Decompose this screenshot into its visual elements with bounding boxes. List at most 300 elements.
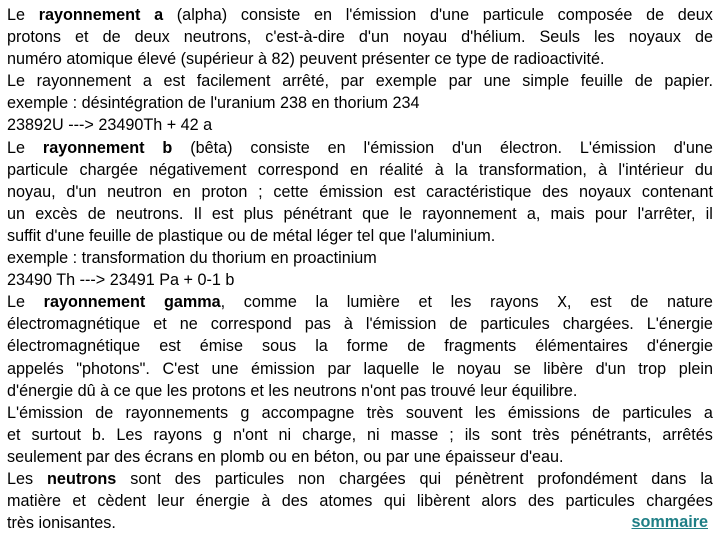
text-run: réalité [379, 160, 424, 179]
text-run: les [594, 28, 615, 47]
text-run: Le [7, 138, 26, 157]
word [116, 424, 142, 446]
word [37, 70, 132, 92]
word [282, 490, 308, 512]
word [175, 468, 201, 490]
text-line [7, 225, 713, 247]
word [449, 70, 472, 92]
word [116, 203, 184, 225]
word [154, 4, 163, 26]
text-run: appelés [7, 359, 64, 378]
text-run: neutrons, [183, 28, 252, 47]
word [157, 490, 184, 512]
bold-term: b [162, 138, 173, 157]
word [7, 181, 56, 203]
text-run: à [261, 492, 271, 511]
text-line [7, 247, 713, 269]
text-run: sous [261, 337, 297, 356]
text-run: l'émission [345, 6, 417, 24]
word [558, 4, 633, 26]
text-run: que [362, 204, 390, 223]
word [618, 159, 683, 181]
text-run: g [240, 403, 250, 422]
word [319, 181, 383, 203]
word [315, 335, 328, 357]
text-run: a, [526, 204, 541, 223]
text-run: l'intérieur [618, 160, 684, 179]
word [367, 424, 380, 446]
word [244, 291, 297, 313]
text-run: L'émission [579, 138, 656, 157]
text-run: composée [557, 6, 633, 24]
word [298, 468, 325, 490]
text-run: pénétrants, [570, 425, 652, 444]
word [491, 424, 522, 446]
text-run: transformation, [478, 160, 587, 179]
text-run: ne [179, 315, 198, 334]
word [528, 490, 554, 512]
word [592, 402, 610, 424]
text-line [7, 424, 713, 446]
word [135, 26, 170, 48]
text-run: un [7, 204, 26, 223]
word [347, 335, 388, 357]
text-run: noyaux [628, 28, 681, 47]
word [262, 335, 296, 357]
word [344, 313, 353, 335]
text-run: qui [419, 469, 442, 488]
word [31, 424, 81, 446]
word [580, 137, 656, 159]
text-run: en [313, 6, 332, 24]
word [551, 203, 585, 225]
word [700, 468, 713, 490]
text-run: très ionisantes. [7, 514, 116, 533]
text-run: leur [157, 492, 185, 511]
word [211, 313, 292, 335]
text-run: cèdent [97, 492, 146, 511]
word [376, 70, 437, 92]
text-run: de [407, 337, 426, 356]
word [212, 203, 234, 225]
text-run: lumière [346, 293, 400, 312]
word [282, 70, 329, 92]
text-line [7, 4, 713, 26]
word [319, 490, 372, 512]
text-line [7, 26, 713, 48]
text-run: chargées [646, 492, 713, 511]
word [7, 4, 25, 26]
word [92, 424, 106, 446]
text-run: atomes [319, 492, 373, 511]
bold-term: rayonnement [38, 6, 141, 24]
word [417, 490, 470, 512]
text-line [7, 48, 713, 70]
text-run: rayonnement [36, 72, 132, 91]
text-run: trop [638, 359, 667, 378]
text-run: seulement par des écrans en plomb ou en béton, ou par une épaisseur d'eau. [7, 447, 564, 466]
text-run: , [220, 293, 226, 312]
text-run: arrêtés [662, 425, 713, 444]
word [7, 402, 83, 424]
text-run: feuille [580, 72, 624, 91]
text-line [7, 159, 713, 181]
text-run: d'une [429, 6, 470, 24]
bold-term: rayonnement [42, 138, 145, 157]
word [646, 4, 664, 26]
text-run: ; [258, 182, 263, 201]
word [484, 70, 511, 92]
word [403, 26, 447, 48]
word [284, 203, 352, 225]
word [149, 159, 246, 181]
document-body [7, 4, 713, 534]
text-run: souvent [405, 403, 463, 422]
text-run: d'un [595, 359, 626, 378]
text-line [7, 114, 713, 136]
word [305, 313, 331, 335]
word [327, 358, 350, 380]
word [162, 137, 172, 159]
word [514, 358, 531, 380]
text-run: alors [481, 492, 517, 511]
word [449, 424, 454, 446]
word [537, 468, 637, 490]
text-run: accompagne [261, 403, 355, 422]
text-run: émission [319, 182, 384, 201]
text-run: exemple [375, 72, 437, 91]
text-run: en [327, 138, 346, 157]
word [422, 203, 517, 225]
word [418, 291, 432, 313]
word [638, 203, 696, 225]
word [581, 70, 623, 92]
text-run: neutron [107, 182, 163, 201]
word [706, 203, 713, 225]
text-run: à [434, 160, 444, 179]
word [251, 358, 315, 380]
word [426, 181, 531, 203]
word [406, 402, 463, 424]
text-line [7, 203, 713, 225]
word [316, 291, 329, 313]
text-run: de [634, 72, 653, 91]
text-run: est [393, 182, 416, 201]
word [39, 4, 141, 26]
text-run: par [448, 72, 472, 91]
word [44, 291, 146, 313]
text-run: dans [651, 469, 687, 488]
word [7, 137, 25, 159]
text-run: plus [243, 204, 274, 223]
text-run: d'un [451, 138, 483, 157]
text-run: particule [7, 160, 69, 179]
word [194, 203, 202, 225]
word [362, 203, 389, 225]
text-run: protons [7, 28, 61, 47]
bold-term: neutrons [47, 469, 117, 488]
text-line [7, 291, 713, 313]
text-run: arrêté, [282, 72, 329, 91]
word [451, 291, 472, 313]
word [664, 70, 713, 92]
text-run: libère [543, 359, 584, 378]
text-run: neutrons. [115, 204, 184, 223]
text-line [7, 358, 713, 380]
text-run: la [700, 469, 713, 488]
text-line [7, 402, 713, 424]
word [43, 137, 145, 159]
word [630, 291, 648, 313]
text-run: "photons". [76, 359, 150, 378]
bold-term: a [154, 6, 164, 24]
text-run: des [174, 469, 201, 488]
word [47, 468, 116, 490]
text-run: le [431, 359, 445, 378]
word [535, 335, 628, 357]
word [153, 313, 167, 335]
word [533, 424, 560, 446]
word [7, 291, 25, 313]
text-run: Seuls [539, 28, 580, 47]
text-run: sont [130, 469, 161, 488]
word [420, 468, 442, 490]
word [302, 424, 356, 446]
word [75, 26, 89, 48]
text-run: ils [464, 425, 480, 444]
word [543, 358, 583, 380]
text-run: rayons [153, 425, 203, 444]
word [190, 137, 232, 159]
text-run: très [366, 403, 394, 422]
word [328, 137, 346, 159]
word [130, 468, 161, 490]
word [542, 181, 568, 203]
word [7, 203, 25, 225]
word [346, 4, 417, 26]
text-run: du [694, 160, 713, 179]
text-run: en [172, 182, 191, 201]
text-run: et [418, 293, 432, 312]
word [7, 313, 140, 335]
text-run: profondément [537, 469, 638, 488]
text-run: numéro atomique élevé (supérieur à 82) peuvent présenter ce type de radioactivité. [7, 50, 605, 69]
text-run: fragments [444, 337, 517, 356]
word [66, 181, 96, 203]
word [244, 203, 274, 225]
text-run: de [646, 6, 665, 24]
text-run: ; [449, 425, 454, 444]
text-run: émission [251, 359, 315, 378]
text-run: 23892U ---> 23490Th + 42 a [7, 116, 213, 135]
text-run: Le [7, 72, 26, 91]
word [596, 358, 626, 380]
word [7, 490, 61, 512]
text-run: facilement [196, 72, 271, 91]
text-run: l'arrêter, [637, 204, 696, 223]
word [679, 358, 713, 380]
word [279, 424, 292, 446]
word [651, 468, 686, 490]
text-run: non [298, 469, 326, 488]
text-run: se [513, 359, 531, 378]
text-run: libèrent [416, 492, 470, 511]
word [638, 358, 666, 380]
text-line [7, 512, 713, 534]
word [76, 358, 150, 380]
word [211, 358, 238, 380]
text-run: suffit d'une feuille de plastique ou de métal léger tel que l'aluminium. [7, 226, 496, 245]
word [479, 159, 587, 181]
word [384, 490, 406, 512]
word [557, 291, 571, 313]
text-run: de [592, 403, 611, 422]
word [594, 26, 615, 48]
text-run: Le [7, 293, 26, 312]
word [480, 313, 549, 335]
text-run: 23490 Th ---> 23491 Pa + 0-1 b [7, 271, 235, 290]
text-run: énergie [195, 492, 250, 511]
word [500, 137, 562, 159]
word [250, 137, 309, 159]
word [350, 159, 368, 181]
text-run: de [694, 28, 713, 47]
word [79, 159, 138, 181]
word [635, 70, 653, 92]
bold-term: rayonnement [43, 293, 146, 312]
text-run: et [75, 28, 89, 47]
word [233, 424, 268, 446]
word [7, 424, 21, 446]
word [695, 159, 713, 181]
text-run: matière [7, 492, 61, 511]
text-run: il [705, 204, 713, 223]
text-run: qui [383, 492, 406, 511]
text-run: (alpha) [176, 6, 228, 24]
text-run: C'est [162, 359, 199, 378]
sommaire-link[interactable]: sommaire [631, 513, 708, 531]
text-run: mais [550, 204, 585, 223]
text-run: des [281, 492, 308, 511]
text-run: les [474, 403, 496, 422]
text-run: d'un [358, 28, 389, 47]
text-run: Les [116, 425, 143, 444]
word [465, 424, 480, 446]
text-run: a [703, 403, 713, 422]
text-run: très [532, 425, 560, 444]
text-run: de [95, 403, 114, 422]
text-run: exemple : désintégration de l'uranium 238 en thorium 234 [7, 94, 420, 113]
word [455, 159, 468, 181]
word [394, 181, 416, 203]
text-run: deux [134, 28, 170, 47]
text-run: c'est-à-dire [265, 28, 345, 47]
word [7, 70, 25, 92]
text-run: noyaux [578, 182, 632, 201]
word [126, 402, 229, 424]
word [704, 402, 713, 424]
text-run: Les [7, 469, 34, 488]
text-run: laquelle [363, 359, 420, 378]
word [407, 335, 425, 357]
text-run: noyau [457, 359, 502, 378]
text-run: exemple : transformation du thorium en proactinium [7, 249, 377, 268]
word [241, 4, 300, 26]
word [367, 402, 394, 424]
text-run: proton [201, 182, 248, 201]
word [95, 402, 113, 424]
word [399, 203, 412, 225]
text-run: d'une [673, 138, 713, 157]
word [196, 490, 250, 512]
word [265, 26, 345, 48]
text-run: Le [7, 6, 26, 24]
text-run: b. [91, 425, 106, 444]
word [508, 402, 580, 424]
word [200, 335, 243, 357]
word [444, 335, 516, 357]
text-run: émissions [507, 403, 580, 422]
word [522, 70, 569, 92]
text-run: de [87, 204, 106, 223]
word [184, 26, 252, 48]
text-run: chargées [339, 469, 406, 488]
text-run: chargée [79, 160, 138, 179]
text-run: les [450, 293, 472, 312]
text-run: pénètrent [455, 469, 524, 488]
word [539, 26, 580, 48]
text-run: g [213, 425, 223, 444]
text-run: correspond [257, 160, 339, 179]
text-line [7, 335, 713, 357]
word [341, 70, 364, 92]
word [364, 137, 435, 159]
text-run: cette [273, 182, 309, 201]
word [647, 335, 713, 357]
text-run: ni [278, 425, 292, 444]
text-run: sont [490, 425, 522, 444]
word [7, 335, 140, 357]
text-run: par [340, 72, 365, 91]
text-run: particules [214, 469, 285, 488]
word [261, 490, 270, 512]
text-run: une [483, 72, 511, 91]
text-run: noyau, [7, 182, 56, 201]
text-line [7, 70, 713, 92]
word [347, 291, 400, 313]
word [103, 26, 121, 48]
text-run: des [527, 492, 555, 511]
text-run: (bêta) [190, 138, 233, 157]
text-run: X [557, 294, 567, 313]
text-line [7, 269, 713, 291]
word [570, 424, 651, 446]
word [72, 490, 86, 512]
word [483, 4, 544, 26]
word [7, 358, 64, 380]
text-line [7, 446, 713, 468]
word [662, 424, 712, 446]
text-line [7, 490, 713, 512]
word [107, 181, 162, 203]
text-run: émise [199, 337, 243, 356]
word [452, 137, 482, 159]
text-run: électromagnétique [7, 315, 141, 334]
text-run: l'émission [363, 138, 435, 157]
word [262, 402, 355, 424]
word [359, 26, 389, 48]
word [481, 490, 516, 512]
